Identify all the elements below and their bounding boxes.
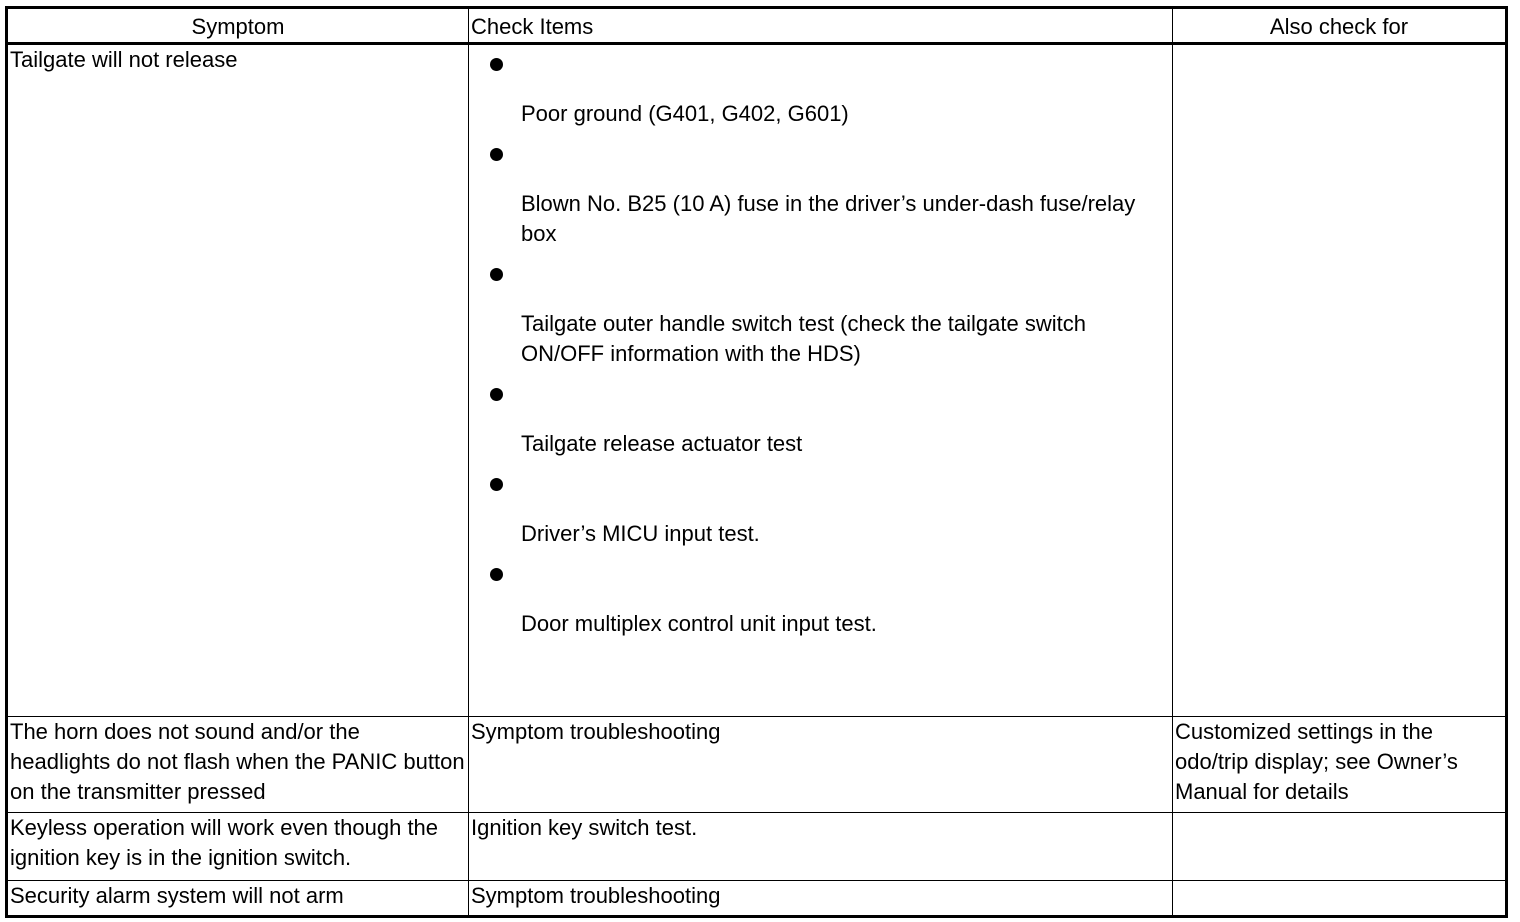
check-item-text: Tailgate outer handle switch test (check the tailgate switch ON/OFF information with the HDS) <box>521 311 1086 366</box>
table-row <box>7 717 1507 813</box>
check-item <box>471 474 1170 564</box>
header-row <box>7 8 1507 44</box>
table-row <box>7 881 1507 917</box>
troubleshooting-sheet <box>5 6 1508 918</box>
check-item <box>471 564 1170 639</box>
check-items-cell: Symptom troubleshooting <box>469 881 1173 917</box>
check-item-text: Tailgate release actuator test <box>521 431 803 456</box>
symptom-cell: The horn does not sound and/or the headlights do not flash when the PANIC button on the transmitter pressed <box>7 717 469 813</box>
also-check-cell: Customized settings in the odo/trip display; see Owner’s Manual for details <box>1173 717 1507 813</box>
check-item <box>471 54 1170 144</box>
bullet-icon <box>490 58 503 71</box>
check-item-text: Driver’s MICU input test. <box>521 521 760 546</box>
check-item <box>471 144 1170 264</box>
check-item-text: Poor ground (G401, G402, G601) <box>521 101 849 126</box>
bullet-icon <box>490 148 503 161</box>
table-row <box>7 44 1507 717</box>
also-check-cell <box>1173 813 1507 881</box>
check-item <box>471 384 1170 474</box>
bullet-icon <box>490 268 503 281</box>
symptom-cell: Tailgate will not release <box>7 44 469 717</box>
header-check-items: Check Items <box>469 8 1173 44</box>
symptom-cell: Security alarm system will not arm <box>7 881 469 917</box>
header-symptom: Symptom <box>7 8 469 44</box>
also-check-cell <box>1173 44 1507 717</box>
bullet-icon <box>490 388 503 401</box>
check-items-cell <box>469 44 1173 717</box>
also-check-cell <box>1173 881 1507 917</box>
check-items-cell: Symptom troubleshooting <box>469 717 1173 813</box>
troubleshooting-table <box>5 6 1508 918</box>
check-item-text: Blown No. B25 (10 A) fuse in the driver’s under-dash fuse/relay box <box>521 191 1136 246</box>
check-item-text: Door multiplex control unit input test. <box>521 611 877 636</box>
check-item <box>471 264 1170 384</box>
bullet-icon <box>490 478 503 491</box>
symptom-cell: Keyless operation will work even though the ignition key is in the ignition switch. <box>7 813 469 881</box>
check-items-cell: Ignition key switch test. <box>469 813 1173 881</box>
check-items-list <box>471 54 1170 639</box>
header-also-check: Also check for <box>1173 8 1507 44</box>
table-row <box>7 813 1507 881</box>
bullet-icon <box>490 568 503 581</box>
